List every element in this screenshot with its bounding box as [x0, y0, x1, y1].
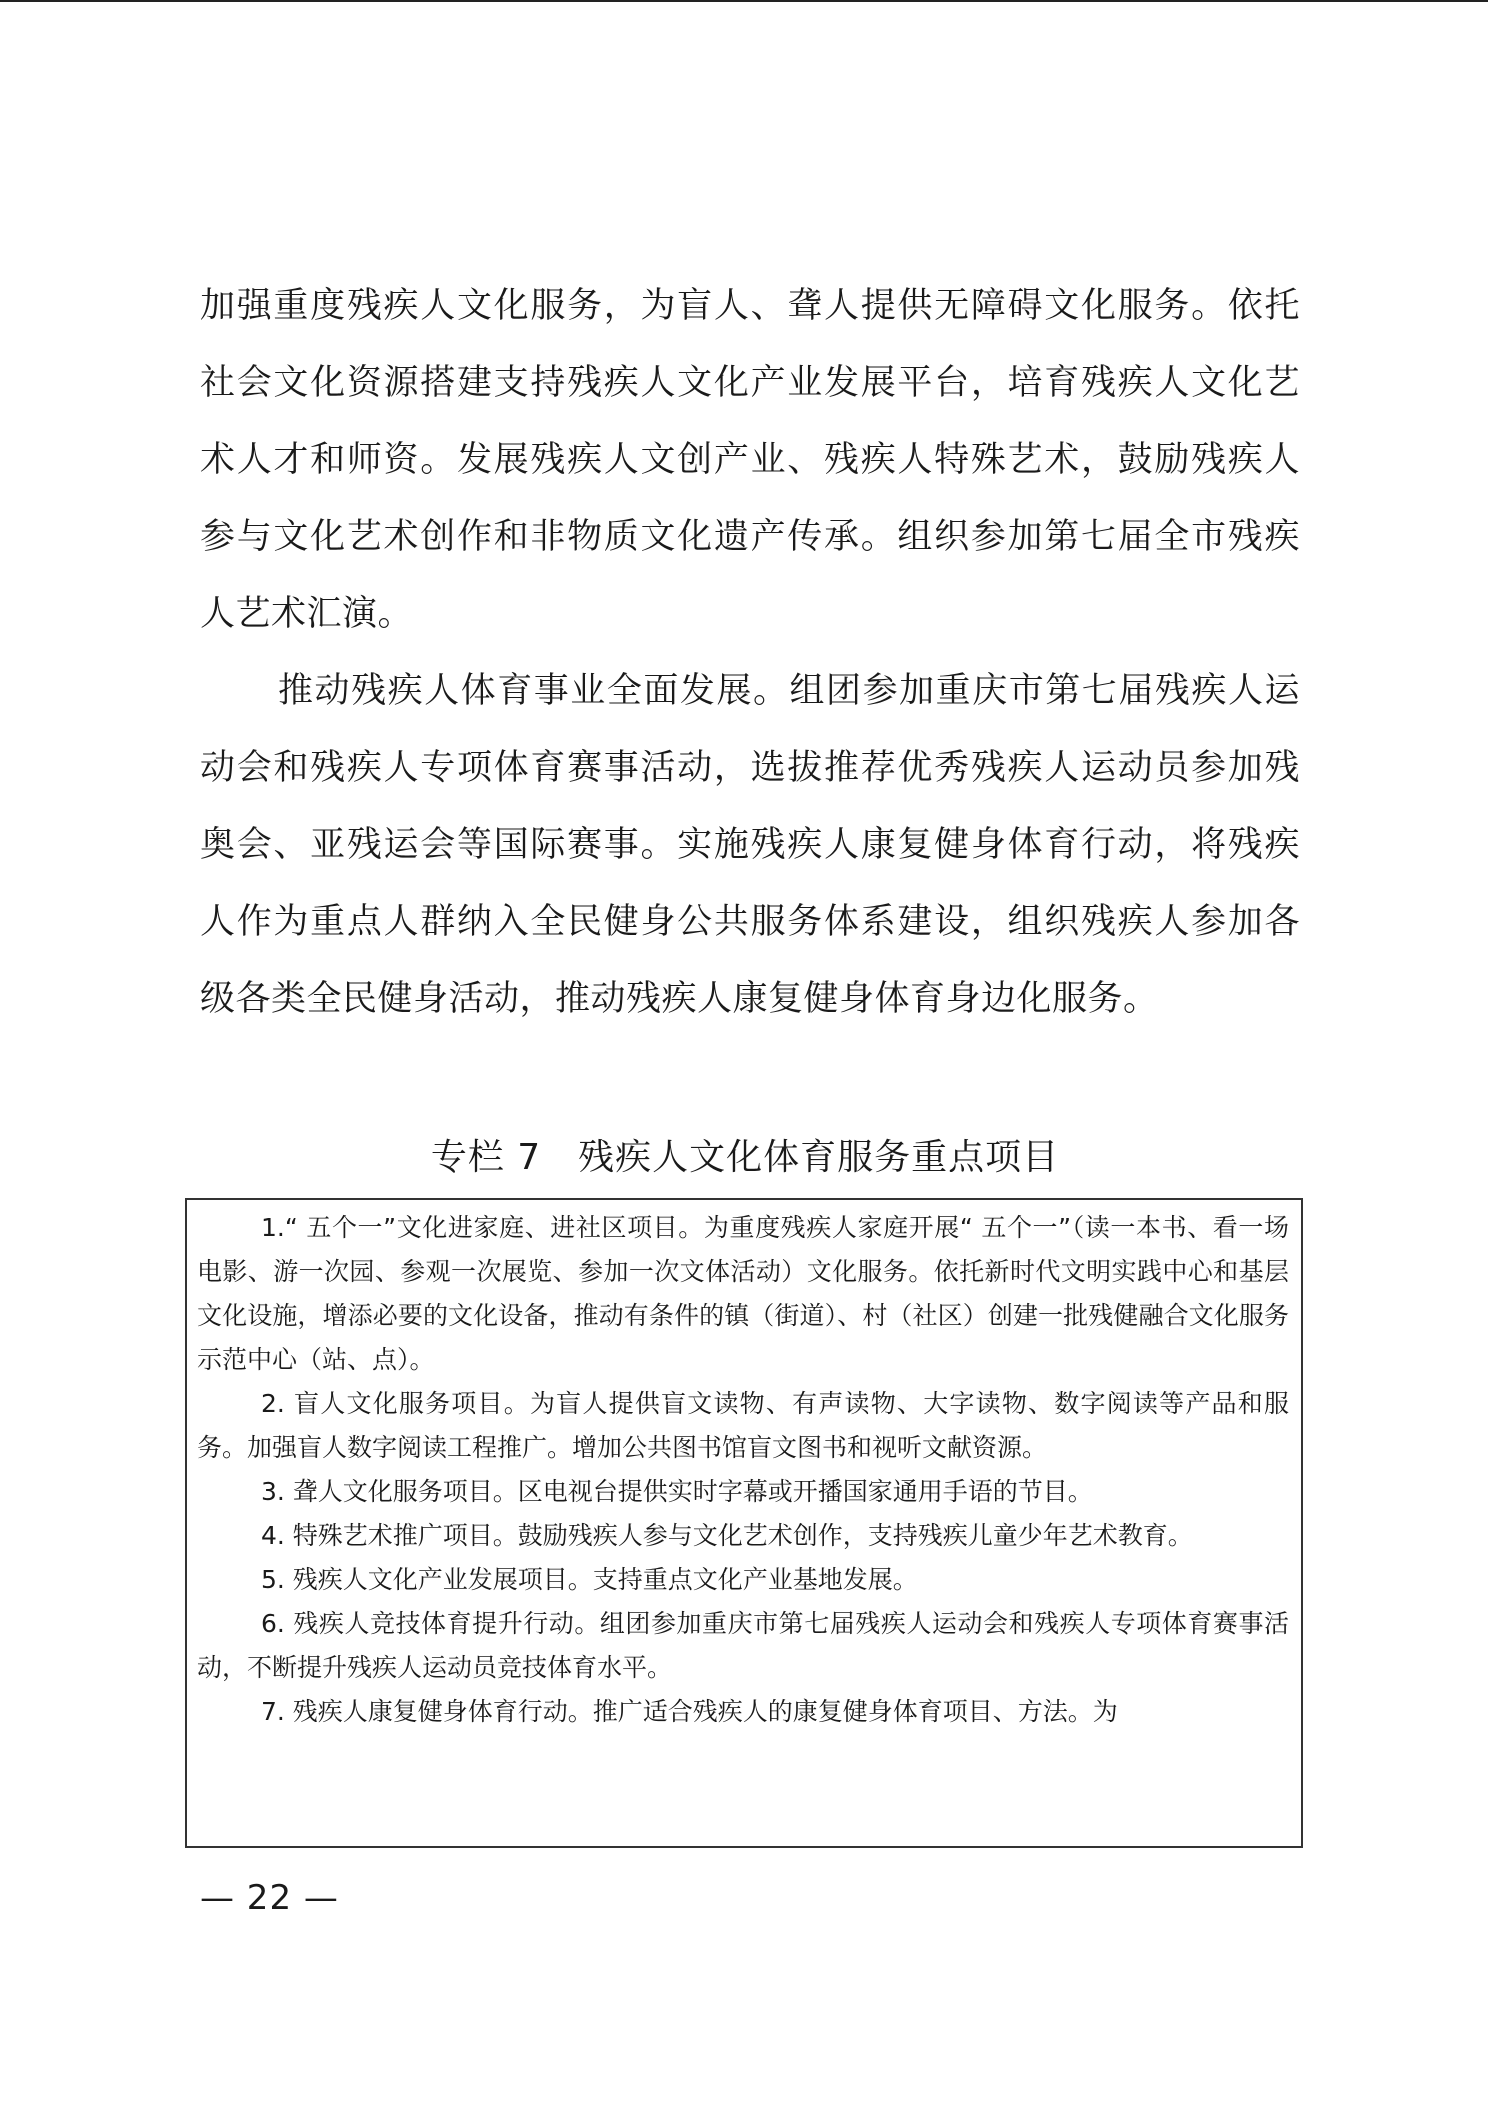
box-item-5: 5. 残疾人文化产业发展项目。支持重点文化产业基地发展。 — [261, 1565, 918, 1594]
box-item-4: 4. 特殊艺术推广项目。鼓励残疾人参与文化艺术创作，支持残疾儿童少年艺术教育。 — [261, 1521, 1193, 1550]
box-item-1: 1.“ 五个一”文化进家庭、进社区项目。为重度残疾人家庭开展“ 五个一”（读一本书、看一场电影、游一次园、参观一次展览、参加一次文体活动）文化服务。依托新时代文明实践中心和基层文化设施，增添必要的文化设备，推动有条件的镇（街道）、村（社区）创建一批残健融合文化服务示范中心（站、点）。 — [197, 1213, 1289, 1374]
box-item-6: 6. 残疾人竞技体育提升行动。组团参加重庆市第七届残疾人运动会和残疾人专项体育赛事活动，不断提升残疾人运动员竞技体育水平。 — [197, 1609, 1289, 1682]
box-item-2: 2. 盲人文化服务项目。为盲人提供盲文读物、有声读物、大字读物、数字阅读等产品和服务。加强盲人数字阅读工程推广。增加公共图书馆盲文图书和视听文献资源。 — [197, 1389, 1289, 1462]
body-paragraph-sports: 推动残疾人体育事业全面发展。组团参加重庆市第七届残疾人运动会和残疾人专项体育赛事活动，选拔推荐优秀残疾人运动员参加残奥会、亚残运会等国际赛事。实施残疾人康复健身体育行动，将残疾人作为重点人群纳入全民健身公共服务体系建设，组织残疾人参加各级各类全民健身活动，推动残疾人康复健身体育身边化服务。 — [200, 671, 1300, 1019]
page-number: — 22 — — [200, 1878, 339, 1918]
box-title: 专栏 7 残疾人文化体育服务重点项目 — [430, 1137, 1060, 1178]
box-item-3: 3. 聋人文化服务项目。区电视台提供实时字幕或开播国家通用手语的节目。 — [261, 1477, 1093, 1506]
top-border-line — [0, 0, 1488, 2]
document-body — [200, 268, 1300, 1038]
body-paragraph-culture: 加强重度残疾人文化服务，为盲人、聋人提供无障碍文化服务。依托社会文化资源搭建支持残疾人文化产业发展平台，培育残疾人文化艺术人才和师资。发展残疾人文创产业、残疾人特殊艺术，鼓励残疾人参与文化艺术创作和非物质文化遗产传承。组织参加第七届全市残疾人艺术汇演。 — [200, 286, 1300, 634]
key-projects-box — [185, 1198, 1303, 1848]
box-item-7: 7. 残疾人康复健身体育行动。推广适合残疾人的康复健身体育项目、方法。为 — [261, 1697, 1118, 1726]
